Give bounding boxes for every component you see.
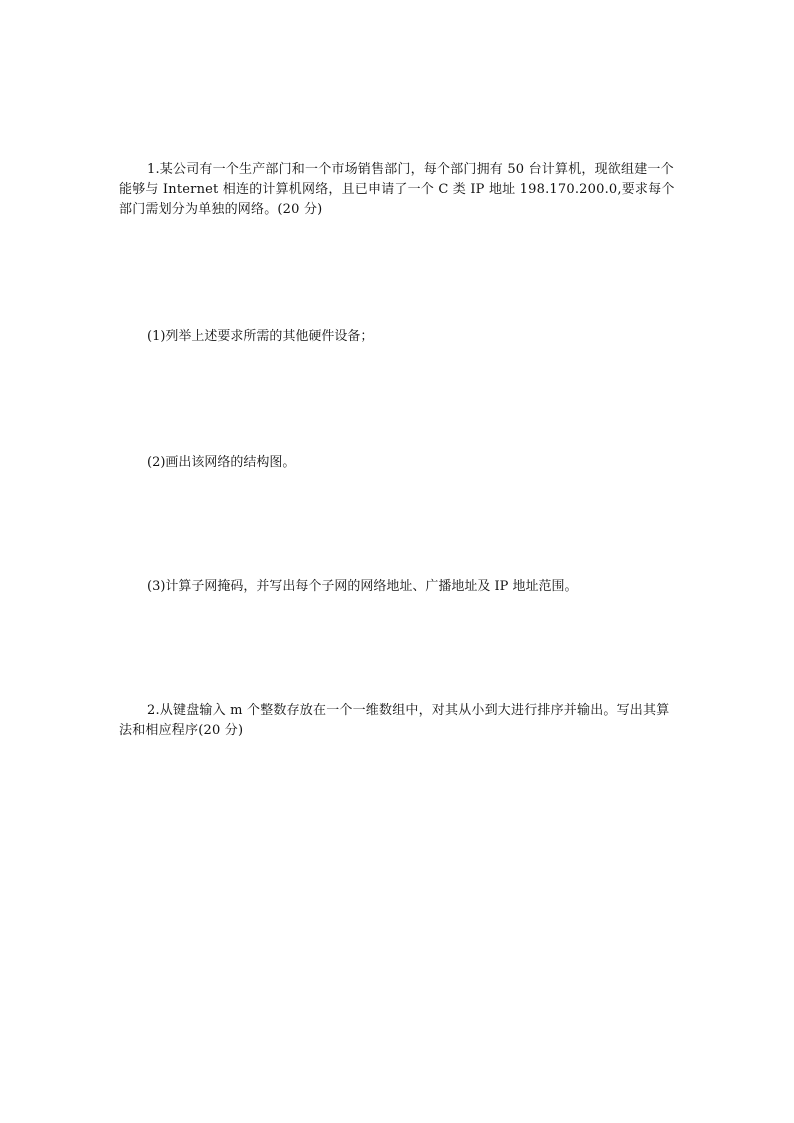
question-1-part-3: (3)计算子网掩码，并写出每个子网的网络地址、广播地址及 IP 地址范围。 [147,579,578,594]
question-1-part-1: (1)列举上述要求所需的其他硬件设备； [147,329,374,344]
question-2: 2.从键盘输入 m 个整数存放在一个一维数组中，对其从小到大进行排序并输出。写出其算法和相应程序(20 分) [119,703,670,738]
question-1-part-2: (2)画出该网络的结构图。 [147,455,296,470]
question-1: 1.某公司有一个生产部门和一个市场销售部门，每个部门拥有 50 台计算机，现欲组建一个能够与 Internet 相连的计算机网络，且已申请了一个 C 类 IP 地址 198.170.200.0,要求每个部门需划分为单独的网络。(20 分) [119,162,675,217]
